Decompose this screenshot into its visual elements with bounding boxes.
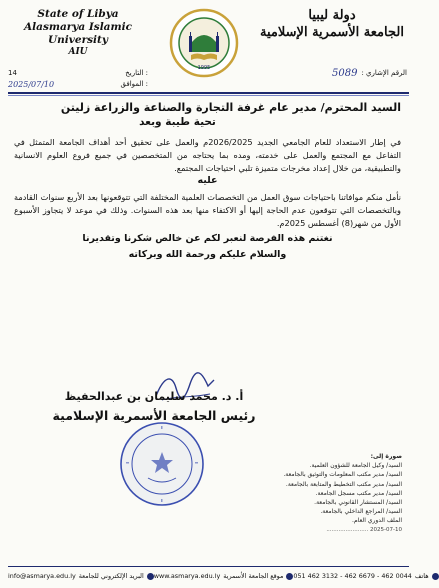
email-link[interactable]: info@asmarya.edu.ly: [8, 572, 76, 580]
alayh-word: عليه: [197, 175, 218, 187]
paragraph-intro: في إطار الاستعداد للعام الجامعي الجديد 2026/2025م والعمل على تحقيق أحد أهداف الجامعة المتمثل في التفاعل مع المجتمع والعمل على خدمته، ومده بما يحتاجه من المتخصصين في جميع فروع العلوم الانسانية والتطبيقية، من خلال إعداد مخرجات متميزة تلبي احتياجات المجتمع.: [14, 137, 401, 173]
distribution-list: [240, 452, 402, 535]
distribution-item: السيد/ وكيل الجامعة للشؤون العلمية.: [309, 462, 402, 470]
mowafiq-label: الموافق :: [120, 80, 148, 88]
phone-icon: [432, 573, 439, 580]
header-divider: [8, 92, 409, 94]
closing-line: نغتنم هذه الفرصة لنعبر لكم عن خالص شكرنا وتقديرنا: [82, 232, 333, 244]
ref-label: الرقم الإشاري :: [361, 69, 407, 77]
date-block: [8, 68, 148, 90]
footer-phone: [293, 572, 438, 580]
date-value: 2025/07/10: [8, 80, 55, 89]
university-logo: [169, 8, 239, 78]
globe-icon: [286, 573, 293, 580]
header-abbrev: AIU: [68, 47, 88, 57]
header-divider-thin: [8, 95, 409, 96]
signatory-title: رئيس الجامعة الأسمرية الإسلامية: [52, 408, 256, 423]
paragraph-request: نأمل منكم موافاتنا باحتياجات سوق العمل من التخصصات العلمية المختلفة التي تتوقعونها بعد الأربع سنوات القادمة وبالتخصصات التي تتوقعون عدم الحاجة إليها أو الاكتفاء منها بعد هذه السنوات. وذلك في موعد لا يتجاوز الأسبوع الأول من شهر(8) أغسطس 2025م.: [14, 192, 401, 228]
footer: [8, 568, 429, 584]
salam-line: والسلام عليكم ورحمة الله وبركاته: [128, 248, 287, 260]
distribution-title: صورة إلى:: [370, 453, 402, 460]
distribution-item: الملف الدوري العام.: [352, 517, 402, 525]
header-english: [8, 8, 148, 58]
distribution-item: السيد/ مدير مكتب التخطيط والمتابعة بالجامعة.: [285, 480, 402, 488]
signatory-name: أ. د. محمد سليمان بن عبدالحفيظ: [64, 390, 244, 403]
distribution-item: السيد/ المراجع الداخلي بالجامعة.: [320, 508, 402, 516]
distribution-item: السيد/ مدير مكتب مسجل الجامعة.: [315, 489, 402, 497]
email-icon: [147, 573, 154, 580]
header-state: State of Libya: [37, 8, 119, 20]
ref-value: 5089: [331, 68, 358, 79]
header-university-ar: الجامعة الأسمرية الإسلامية: [260, 25, 404, 40]
footer-website: [154, 572, 294, 580]
footer-email: [8, 572, 154, 580]
distribution-item: السيد/ مدير مكتب المعلومات والتوثيق بالجامعة.: [283, 471, 402, 479]
phone-label: هاتف: [414, 572, 429, 580]
header-state-ar: دولة ليبيا: [308, 8, 356, 23]
phone-numbers: 051 462 3132 - 462 6679 - 462 0044: [293, 572, 412, 580]
date-prefix: 14: [8, 69, 17, 77]
website-link[interactable]: www.asmarya.edu.ly: [153, 572, 221, 580]
svg-text:1995: 1995: [197, 65, 211, 71]
header-arabic: [257, 8, 407, 42]
website-label: موقع الجامعة الأسمرية: [223, 572, 284, 580]
date-row: [8, 68, 148, 79]
distribution-footnote: 2025-07-10 ........................: [326, 526, 402, 533]
mowafiq-row: [8, 79, 148, 90]
email-label: البريد الإلكتروني للجامعة: [78, 572, 144, 580]
letter-body: [14, 100, 401, 261]
addressee: السيد المحترم/ مدير عام غرفة التجارة والصناعة والزراعة زليتن: [60, 101, 401, 114]
date-label: التاريخ :: [125, 69, 148, 77]
reference-block: [257, 68, 407, 79]
footer-divider: [8, 566, 409, 567]
distribution-item: السيد/ المستشار القانوني بالجامعة.: [314, 499, 402, 507]
header-university-en: Alasmarya Islamic University: [24, 21, 132, 46]
greeting: تحية طيبة وبعد: [139, 116, 216, 128]
official-stamp: [118, 420, 206, 508]
